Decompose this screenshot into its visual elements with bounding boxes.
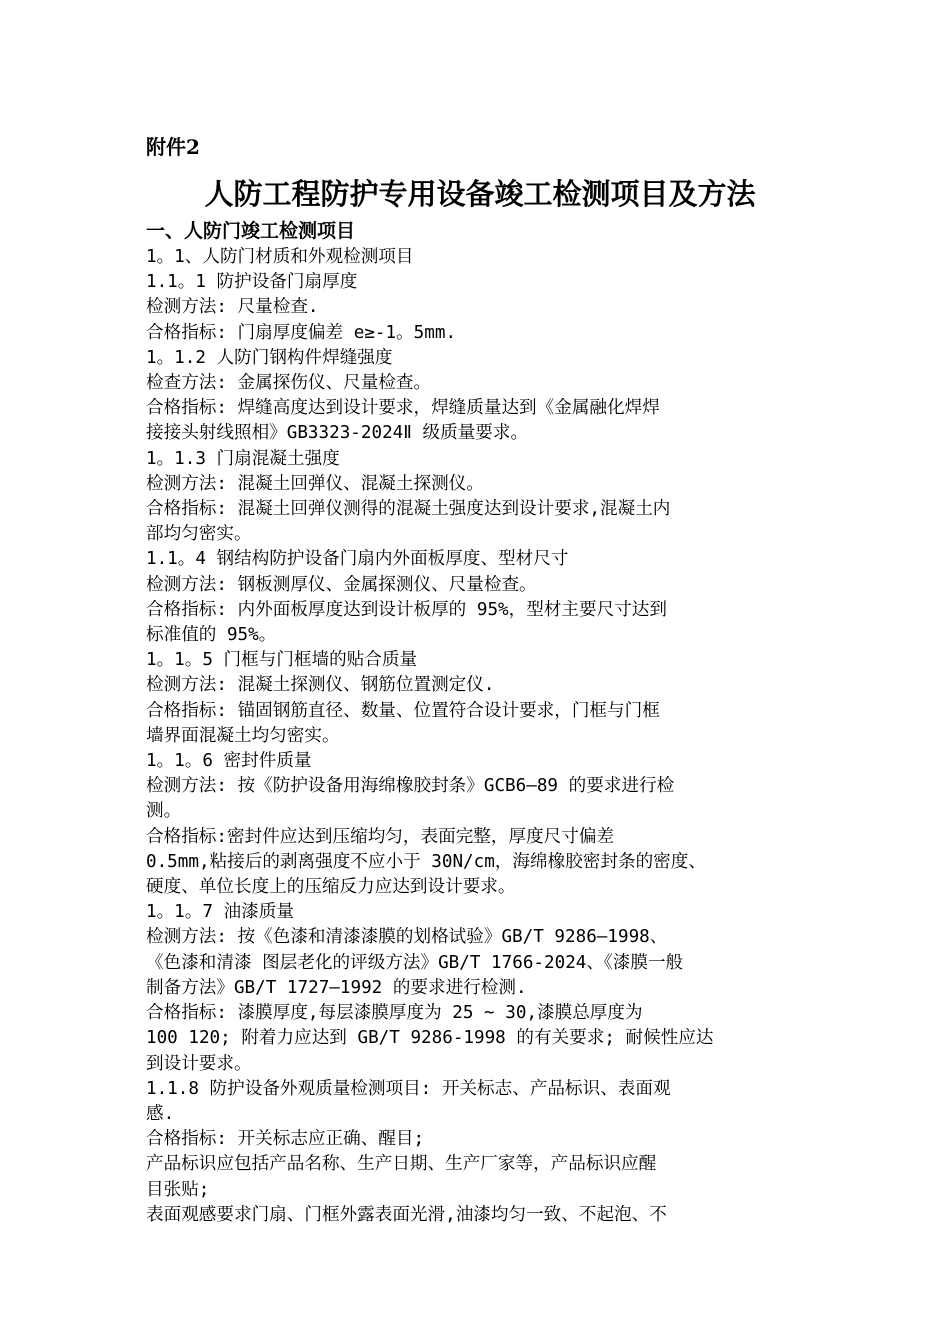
text-line: 合格指标: 内外面板厚度达到设计板厚的 95%，型材主要尺寸达到 xyxy=(146,599,667,620)
text-line: 1。1。5 门框与门框墙的贴合质量 xyxy=(146,650,418,671)
text-lines xyxy=(146,245,814,1228)
text-line: 目张贴; xyxy=(146,1179,210,1200)
text-line: 合格指标: 混凝土回弹仪测得的混凝土强度达到设计要求,混凝土内 xyxy=(146,499,671,520)
text-line: 检测方法: 尺量检查. xyxy=(146,297,319,318)
text-line: 标准值的 95%。 xyxy=(146,625,277,646)
text-line: 接接头射线照相》GB3323-2024Ⅱ 级质量要求。 xyxy=(146,423,529,444)
text-line: 1.1。1 防护设备门扇厚度 xyxy=(146,272,358,293)
text-line: 合格指标: 焊缝高度达到设计要求，焊缝质量达到《金属融化焊焊 xyxy=(146,398,660,419)
text-line: 检测方法: 按《防护设备用海绵橡胶封条》GCB6—89 的要求进行检 xyxy=(146,776,675,797)
text-line: 检测方法: 混凝土探测仪、钢筋位置测定仪. xyxy=(146,675,495,696)
text-line: 合格指标: 漆膜厚度,每层漆膜厚度为 25 ~ 30,漆膜总厚度为 xyxy=(146,1003,643,1024)
text-line: 1。1.3 门扇混凝土强度 xyxy=(146,448,340,469)
attachment-label: 附件2 xyxy=(146,135,200,159)
text-line: 合格指标: 锚固钢筋直径、数量、位置符合设计要求，门框与门框 xyxy=(146,700,660,721)
text-line: 部均匀密实。 xyxy=(146,524,252,545)
text-line: 合格指标: 门扇厚度偏差 e≥-1。5mm. xyxy=(146,322,457,343)
text-line: 硬度、单位长度上的压缩反力应达到设计要求。 xyxy=(146,877,516,898)
text-line: 制备方法》GB/T 1727—1992 的要求进行检测. xyxy=(146,977,527,998)
text-line: 《色漆和清漆 图层老化的评级方法》GB/T 1766-2024、《漆膜一般 xyxy=(146,952,684,973)
text-line: 合格指标: 开关标志应正确、醒目; xyxy=(146,1129,425,1150)
text-line: 检查方法: 金属探伤仪、尺量检查。 xyxy=(146,373,432,394)
section-heading: 一、人防门竣工检测项目 xyxy=(146,220,356,242)
text-line: 产品标识应包括产品名称、生产日期、生产厂家等，产品标识应醒 xyxy=(146,1154,657,1175)
text-line: 检测方法: 按《色漆和清漆漆膜的划格试验》GB/T 9286—1998、 xyxy=(146,927,668,948)
text-line: 100 120; 附着力应达到 GB/T 9286-1998 的有关要求; 耐候性应达 xyxy=(146,1028,714,1049)
text-line: 墙界面混凝土均匀密实。 xyxy=(146,725,340,746)
document-body xyxy=(146,132,814,1228)
text-line: 合格指标:密封件应达到压缩均匀，表面完整，厚度尺寸偏差 xyxy=(146,826,615,847)
text-line: 1。1。6 密封件质量 xyxy=(146,751,312,772)
text-line: 测。 xyxy=(146,801,182,822)
text-line: 0.5mm,粘接后的剥离强度不应小于 30N/cm，海绵橡胶密封条的密度、 xyxy=(146,851,706,872)
text-line: 1.1.8 防护设备外观质量检测项目: 开关标志、产品标识、表面观 xyxy=(146,1078,671,1099)
text-line: 1。1、人防门材质和外观检测项目 xyxy=(146,247,414,267)
text-line: 检测方法: 钢板测厚仪、金属探测仪、尺量检查。 xyxy=(146,574,537,595)
text-line: 1。1。7 油漆质量 xyxy=(146,902,294,923)
text-line: 到设计要求。 xyxy=(146,1053,252,1074)
text-line: 表面观感要求门扇、门框外露表面光滑,油漆均匀一致、不起泡、不 xyxy=(146,1204,667,1225)
document-title: 人防工程防护专用设备竣工检测项目及方法 xyxy=(204,177,756,211)
text-line: 感. xyxy=(146,1103,175,1124)
text-line: 检测方法: 混凝土回弹仪、混凝土探测仪。 xyxy=(146,473,484,494)
text-line: 1。1.2 人防门钢构件焊缝强度 xyxy=(146,347,393,368)
text-line: 1.1。4 钢结构防护设备门扇内外面板厚度、型材尺寸 xyxy=(146,549,569,570)
